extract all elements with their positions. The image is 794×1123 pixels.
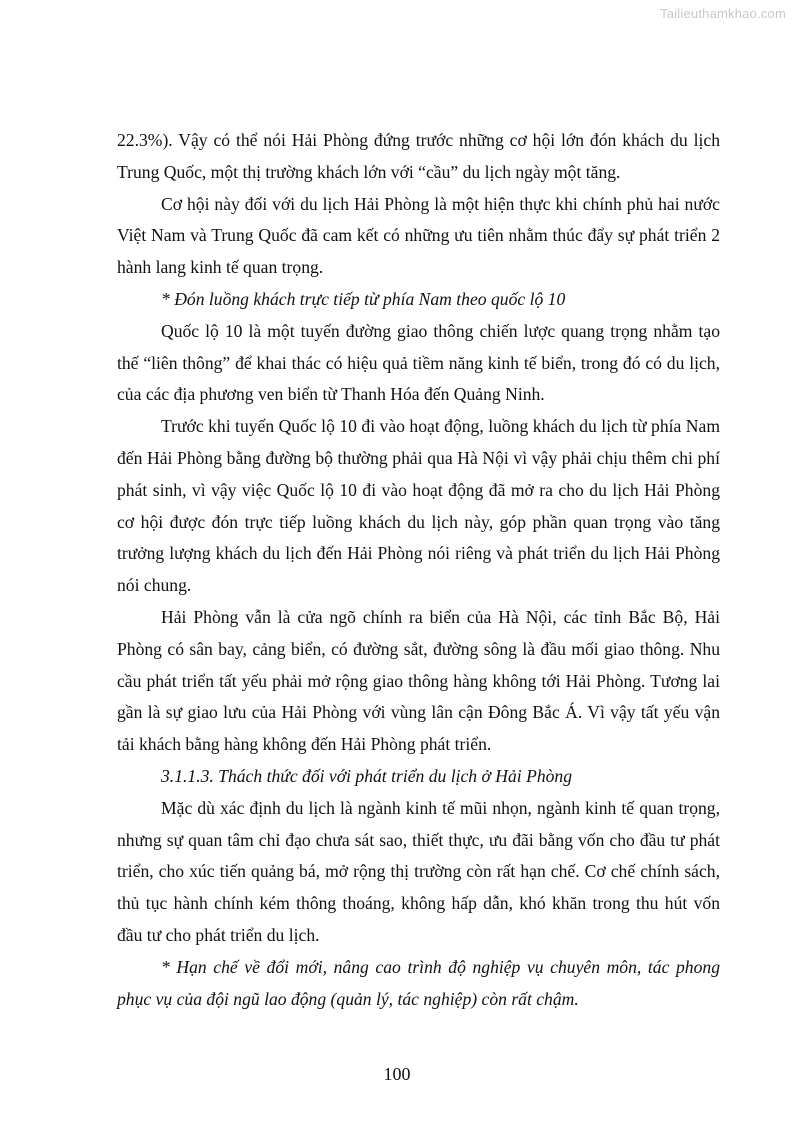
- subheading-workforce-limitations: * Hạn chế về đổi mới, nâng cao trình độ nghiệp vụ chuyên môn, tác phong phục vụ của đội ngũ lao động (quản lý, tác nghiệp) còn rất chậm.: [117, 956, 720, 1009]
- paragraph-before-highway: Trước khi tuyến Quốc lộ 10 đi vào hoạt động, luồng khách du lịch từ phía Nam đến Hải Phòng bằng đường bộ thường phải qua Hà Nội vì vậy phải chịu thêm chi phí phát sinh, vì vậy việc Quốc lộ 10 đi vào hoạt động đã mở ra cho du lịch Hải Phòng cơ hội được đón trực tiếp luồng khách du lịch này, góp phần quan trọng vào tăng trưởng lượng khách du lịch đến Hải Phòng nói riêng và phát triển du lịch Hải Phòng nói chung.: [117, 416, 720, 596]
- paragraph-opportunity: Cơ hội này đối với du lịch Hải Phòng là một hiện thực khi chính phủ hai nước Việt Nam và Trung Quốc đã cam kết có những ưu tiên nhằm thúc đẩy sự phát triển 2 hành lang kinh tế quan trọng.: [117, 193, 720, 278]
- paragraph-gateway: Hải Phòng vẫn là cửa ngõ chính ra biển của Hà Nội, các tỉnh Bắc Bộ, Hải Phòng có sân bay, cảng biển, có đường sắt, đường sông là đầu mối giao thông. Nhu cầu phát triển tất yếu phải mở rộng giao thông hàng không tới Hải Phòng. Tương lai gần là sự giao lưu của Hải Phòng với vùng lân cận Đông Bắc Á. Vì vậy tất yếu vận tải khách bằng hàng không đến Hải Phòng phát triển.: [117, 606, 720, 755]
- watermark: Tailieuthamkhao.com: [660, 6, 786, 21]
- page-number: 100: [383, 1064, 411, 1084]
- paragraph-challenges: Mặc dù xác định du lịch là ngành kinh tế mũi nhọn, ngành kinh tế quan trọng, nhưng sự quan tâm chỉ đạo chưa sát sao, thiết thực, ưu đãi bằng vốn cho đầu tư phát triển, cho xúc tiến quảng bá, mở rộng thị trường còn rất hạn chế. Cơ chế chính sách, thủ tục hành chính kém thông thoáng, không hấp dẫn, khó khăn trong thu hút vốn đầu tư cho phát triển du lịch.: [117, 797, 720, 945]
- paragraph-continuation: 22.3%). Vậy có thể nói Hải Phòng đứng trước những cơ hội lớn đón khách du lịch Trung Quốc, một thị trường khách lớn với “cầu” du lịch ngày một tăng.: [117, 130, 720, 182]
- document-body: [117, 125, 720, 1015]
- subheading-highway-10: * Đón luồng khách trực tiếp từ phía Nam theo quốc lộ 10: [161, 288, 566, 309]
- section-heading-challenges: 3.1.1.3. Thách thức đối với phát triển du lịch ở Hải Phòng: [161, 765, 573, 786]
- paragraph-highway-10: Quốc lộ 10 là một tuyến đường giao thông chiến lược quang trọng nhằm tạo thế “liên thông” để khai thác có hiệu quả tiềm năng kinh tế biển, trong đó có du lịch, của các địa phương ven biển từ Thanh Hóa đến Quảng Ninh.: [117, 320, 720, 405]
